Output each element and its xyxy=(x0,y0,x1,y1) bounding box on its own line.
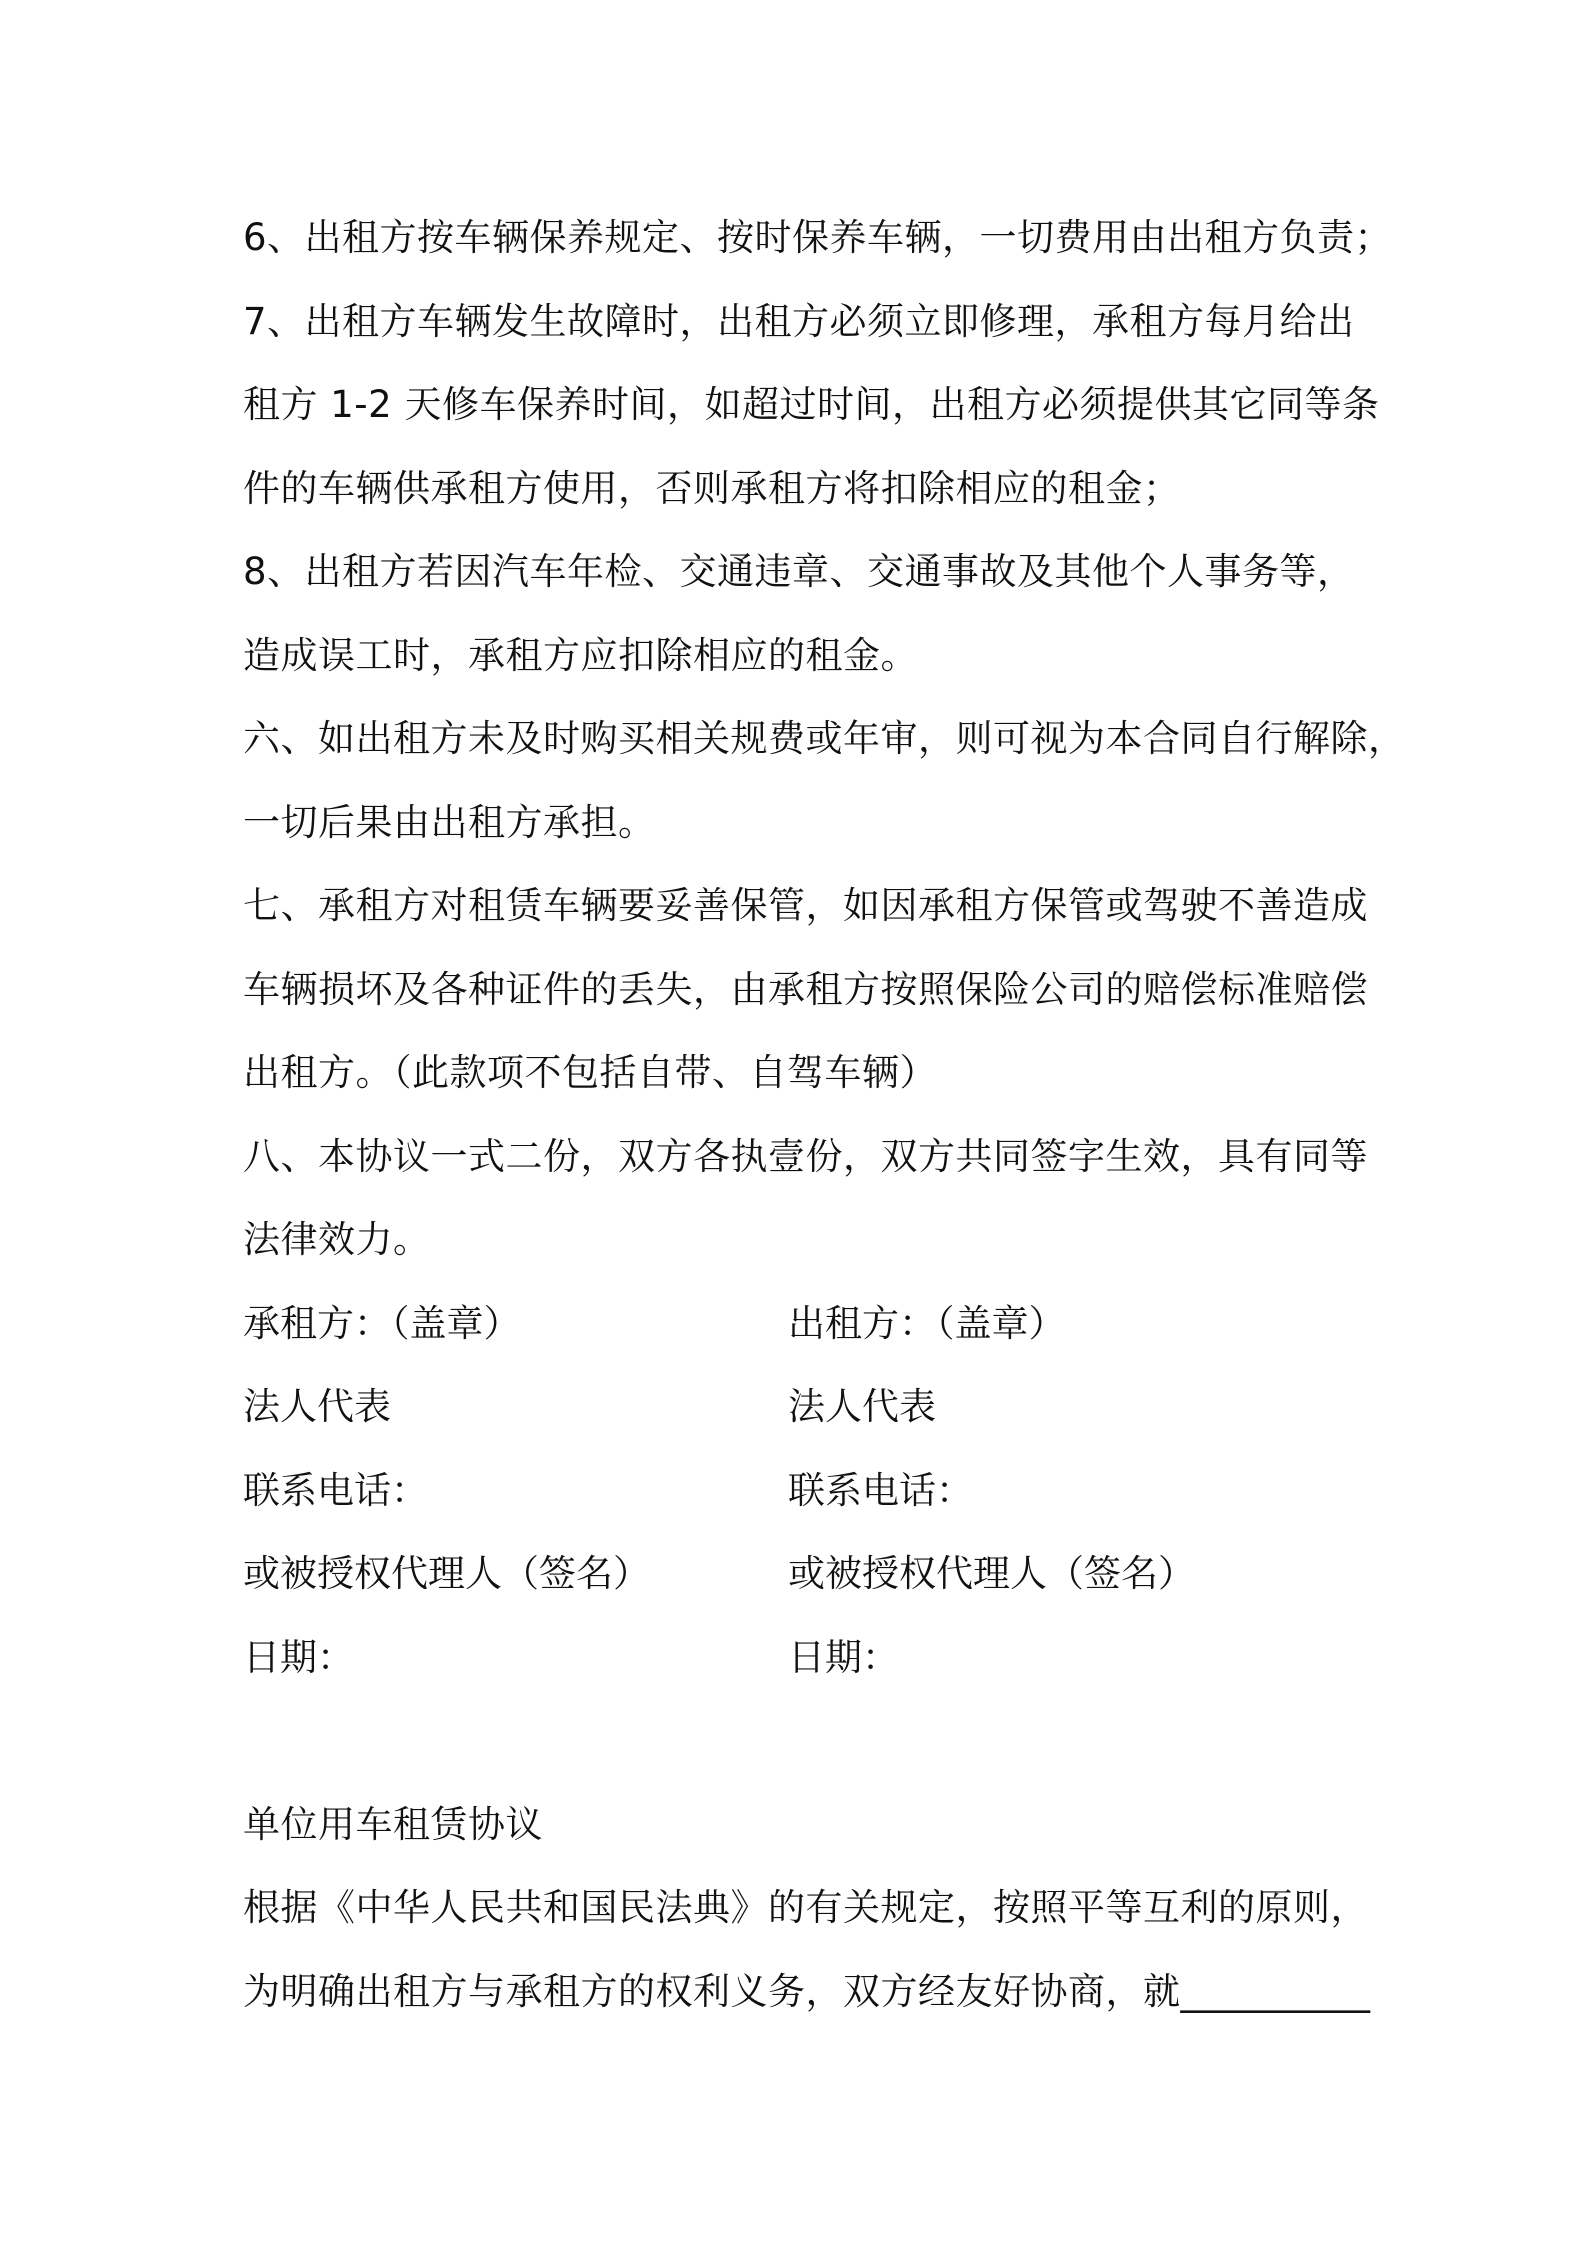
signature-row-seal xyxy=(243,1282,1363,1366)
lessee-seal-label: 承租方：（盖章） xyxy=(243,1301,521,1345)
clause-line: 法律效力。 xyxy=(243,1218,431,1261)
clause-line: 八、本协议一式二份，双方各执壹份，双方共同签字生效，具有同等 xyxy=(243,1134,1368,1178)
lessor-legal-rep-label: 法人代表 xyxy=(788,1385,936,1428)
intro-line: 根据《中华人民共和国民法典》的有关规定，按照平等互利的原则， xyxy=(243,1886,1368,1929)
clause-line: 七、承租方对租赁车辆要妥善保管，如因承租方保管或驾驶不善造成 xyxy=(243,884,1368,927)
lessor-phone-label: 联系电话： xyxy=(788,1468,973,1512)
clause-line: 出租方。（此款项不包括自带、自驾车辆） xyxy=(243,1051,937,1094)
lessee-legal-rep-label: 法人代表 xyxy=(243,1385,391,1428)
lessor-agent-label: 或被授权代理人（签名） xyxy=(788,1552,1195,1595)
clause-line: 7、出租方车辆发生故障时，出租方必须立即修理，承租方每月给出 xyxy=(243,299,1355,343)
clause-line: 租方 1-2 天修车保养时间，如超过时间，出租方必须提供其它同等条 xyxy=(243,383,1380,426)
section-spacer xyxy=(243,1699,1363,1783)
intro-line: 为明确出租方与承租方的权利义务，双方经友好协商，就__________ xyxy=(243,1969,1371,2013)
signature-row-date xyxy=(243,1616,1363,1700)
document-body xyxy=(243,196,1406,2033)
signature-row-legal-rep xyxy=(243,1365,1363,1449)
clause-line: 一切后果由出租方承担。 xyxy=(243,800,656,844)
lessee-agent-label: 或被授权代理人（签名） xyxy=(243,1552,650,1595)
clause-line: 造成误工时，承租方应扣除相应的租金。 xyxy=(243,633,918,677)
clause-line: 车辆损坏及各种证件的丢失，由承租方按照保险公司的赔偿标准赔偿 xyxy=(243,967,1368,1011)
clause-line: 六、如出租方未及时购买相关规费或年审，则可视为本合同自行解除， xyxy=(243,717,1406,760)
agreement-title: 单位用车租赁协议 xyxy=(243,1802,543,1846)
lessee-date-label: 日期： xyxy=(243,1635,354,1679)
signature-row-agent xyxy=(243,1532,1363,1616)
signature-row-phone xyxy=(243,1449,1363,1533)
clause-line: 8、出租方若因汽车年检、交通违章、交通事故及其他个人事务等， xyxy=(243,550,1355,593)
clause-line: 件的车辆供承租方使用，否则承租方将扣除相应的租金； xyxy=(243,466,1181,510)
clause-line: 6、出租方按车辆保养规定、按时保养车辆，一切费用由出租方负责； xyxy=(243,216,1393,259)
lessee-phone-label: 联系电话： xyxy=(243,1468,428,1512)
lessor-seal-label: 出租方：（盖章） xyxy=(788,1301,1066,1345)
lessor-date-label: 日期： xyxy=(788,1635,899,1679)
